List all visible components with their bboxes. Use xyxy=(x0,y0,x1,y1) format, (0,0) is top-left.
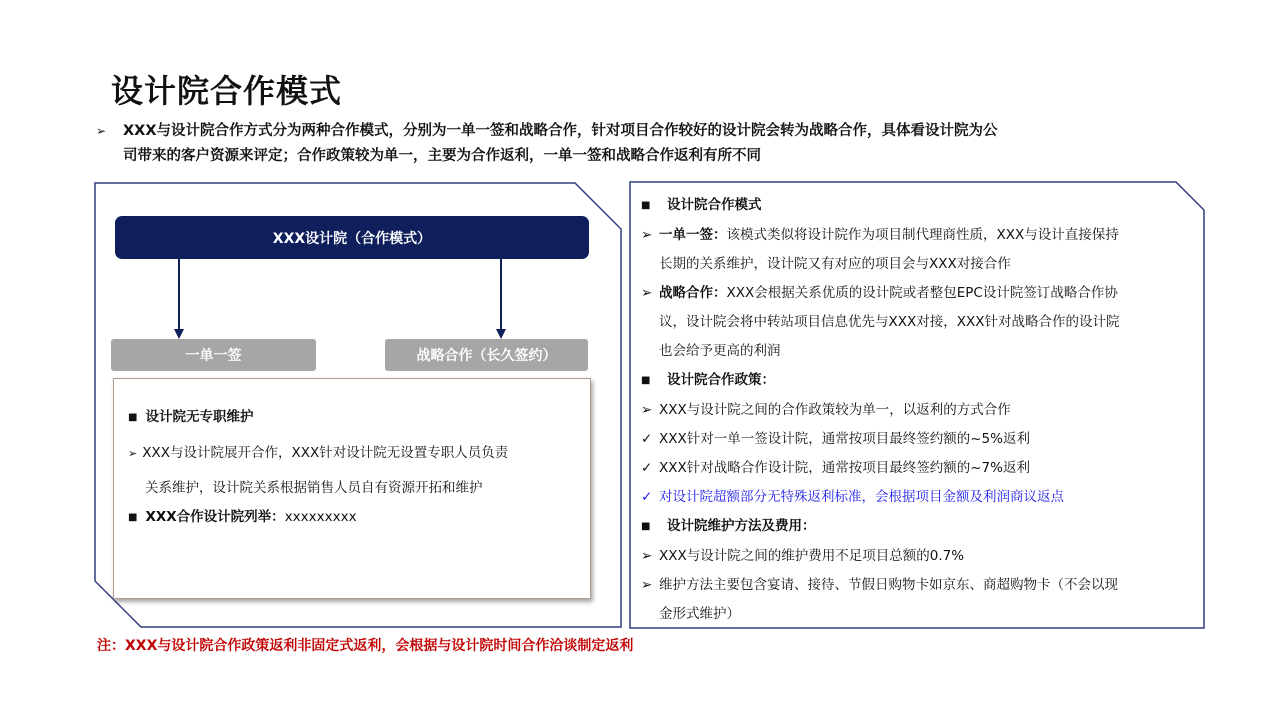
policy-item-3: ✓ XXX针对战略合作设计院，通常按项目最终签约额的~7%返利 xyxy=(641,454,1191,483)
branch-strategic: 战略合作（长久签约） xyxy=(385,339,588,371)
check-icon: ✓ xyxy=(641,431,653,447)
square-bullet-icon: ■ xyxy=(641,375,651,386)
check-icon: ✓ xyxy=(641,460,653,476)
right-panel-content xyxy=(641,191,1191,629)
arrow-bullet-icon: ➢ xyxy=(641,548,653,564)
section-heading-mode: ■ 设计院合作模式 xyxy=(641,191,1191,221)
arrow-bullet-icon: ➢ xyxy=(96,124,107,138)
right-panel xyxy=(628,180,1206,630)
maintenance-item-2: ➢ 维护方法主要包含宴请、接待、节假日购物卡如京东、商超购物卡（不会以现 xyxy=(641,571,1191,600)
intro-paragraph xyxy=(96,119,1206,169)
branch-single-sign: 一单一签 xyxy=(111,339,316,371)
arrow-bullet-icon: ➢ xyxy=(641,402,653,418)
mode-strategic: ➢ 战略合作：XXX会根据关系优质的设计院或者整包EPC设计院签订战略合作协 xyxy=(641,279,1191,308)
mode-single-sign-cont: 长期的关系维护，设计院又有对应的项目会与XXX对接合作 xyxy=(659,256,1011,272)
square-bullet-icon: ■ xyxy=(128,512,138,523)
arrow-bullet-icon: ➢ xyxy=(641,577,653,593)
detail-heading-2: ■ XXX合作设计院列举：xxxxxxxxx xyxy=(128,509,357,525)
square-bullet-icon: ■ xyxy=(641,200,651,211)
mode-strategic-cont-1: 议，设计院会将中转站项目信息优先与XXX对接，XXX针对战略合作的设计院 xyxy=(659,314,1120,330)
square-bullet-icon: ■ xyxy=(128,412,138,423)
intro-line-1: XXX与设计院合作方式分为两种合作模式，分别为一单一签和战略合作，针对项目合作较好的设计院会转为战略合作，具体看设计院为公 xyxy=(123,123,998,139)
square-bullet-icon: ■ xyxy=(641,521,651,532)
detail-box xyxy=(113,378,591,599)
maintenance-item-1: ➢ XXX与设计院之间的维护费用不足项目总额的0.7% xyxy=(641,542,1191,571)
mode-single-sign: ➢ 一单一签：该模式类似将设计院作为项目制代理商性质，XXX与设计直接保持 xyxy=(641,221,1191,250)
page-title: 设计院合作模式 xyxy=(111,72,343,110)
section-heading-policy: ■ 设计院合作政策： xyxy=(641,366,1191,396)
left-panel xyxy=(93,181,623,629)
arrow-bullet-icon: ➢ xyxy=(641,227,653,243)
branch-arrows xyxy=(93,259,623,339)
footnote: 注：XXX与设计院合作政策返利非固定式返利，会根据与设计院时间合作洽谈制定返利 xyxy=(97,638,634,654)
detail-bullet-1: ➢ XXX与设计院展开合作，XXX针对设计院无设置专职人员负责 关系维护，设计院关系根据销售人员自有资源开拓和维护 xyxy=(128,445,509,496)
intro-line-2: 司带来的客户资源来评定；合作政策较为单一，主要为合作返利，一单一签和战略合作返利有所不同 xyxy=(123,148,761,164)
arrow-bullet-icon: ➢ xyxy=(641,285,653,301)
detail-heading-1: ■ 设计院无专职维护 xyxy=(128,409,254,425)
mode-strategic-cont-2: 也会给予更高的利润 xyxy=(659,343,781,359)
arrow-bullet-icon: ➢ xyxy=(128,447,138,460)
section-heading-maintenance: ■ 设计院维护方法及费用： xyxy=(641,512,1191,542)
policy-item-4: ✓ 对设计院超额部分无特殊返利标准，会根据项目金额及利润商议返点 xyxy=(641,483,1191,512)
maintenance-item-2-cont: 金形式维护） xyxy=(659,606,740,622)
check-icon: ✓ xyxy=(641,489,653,505)
policy-item-2: ✓ XXX针对一单一签设计院，通常按项目最终签约额的~5%返利 xyxy=(641,425,1191,454)
designer-mode-box: XXX设计院（合作模式） xyxy=(115,216,589,259)
policy-item-1: ➢ XXX与设计院之间的合作政策较为单一，以返利的方式合作 xyxy=(641,396,1191,425)
